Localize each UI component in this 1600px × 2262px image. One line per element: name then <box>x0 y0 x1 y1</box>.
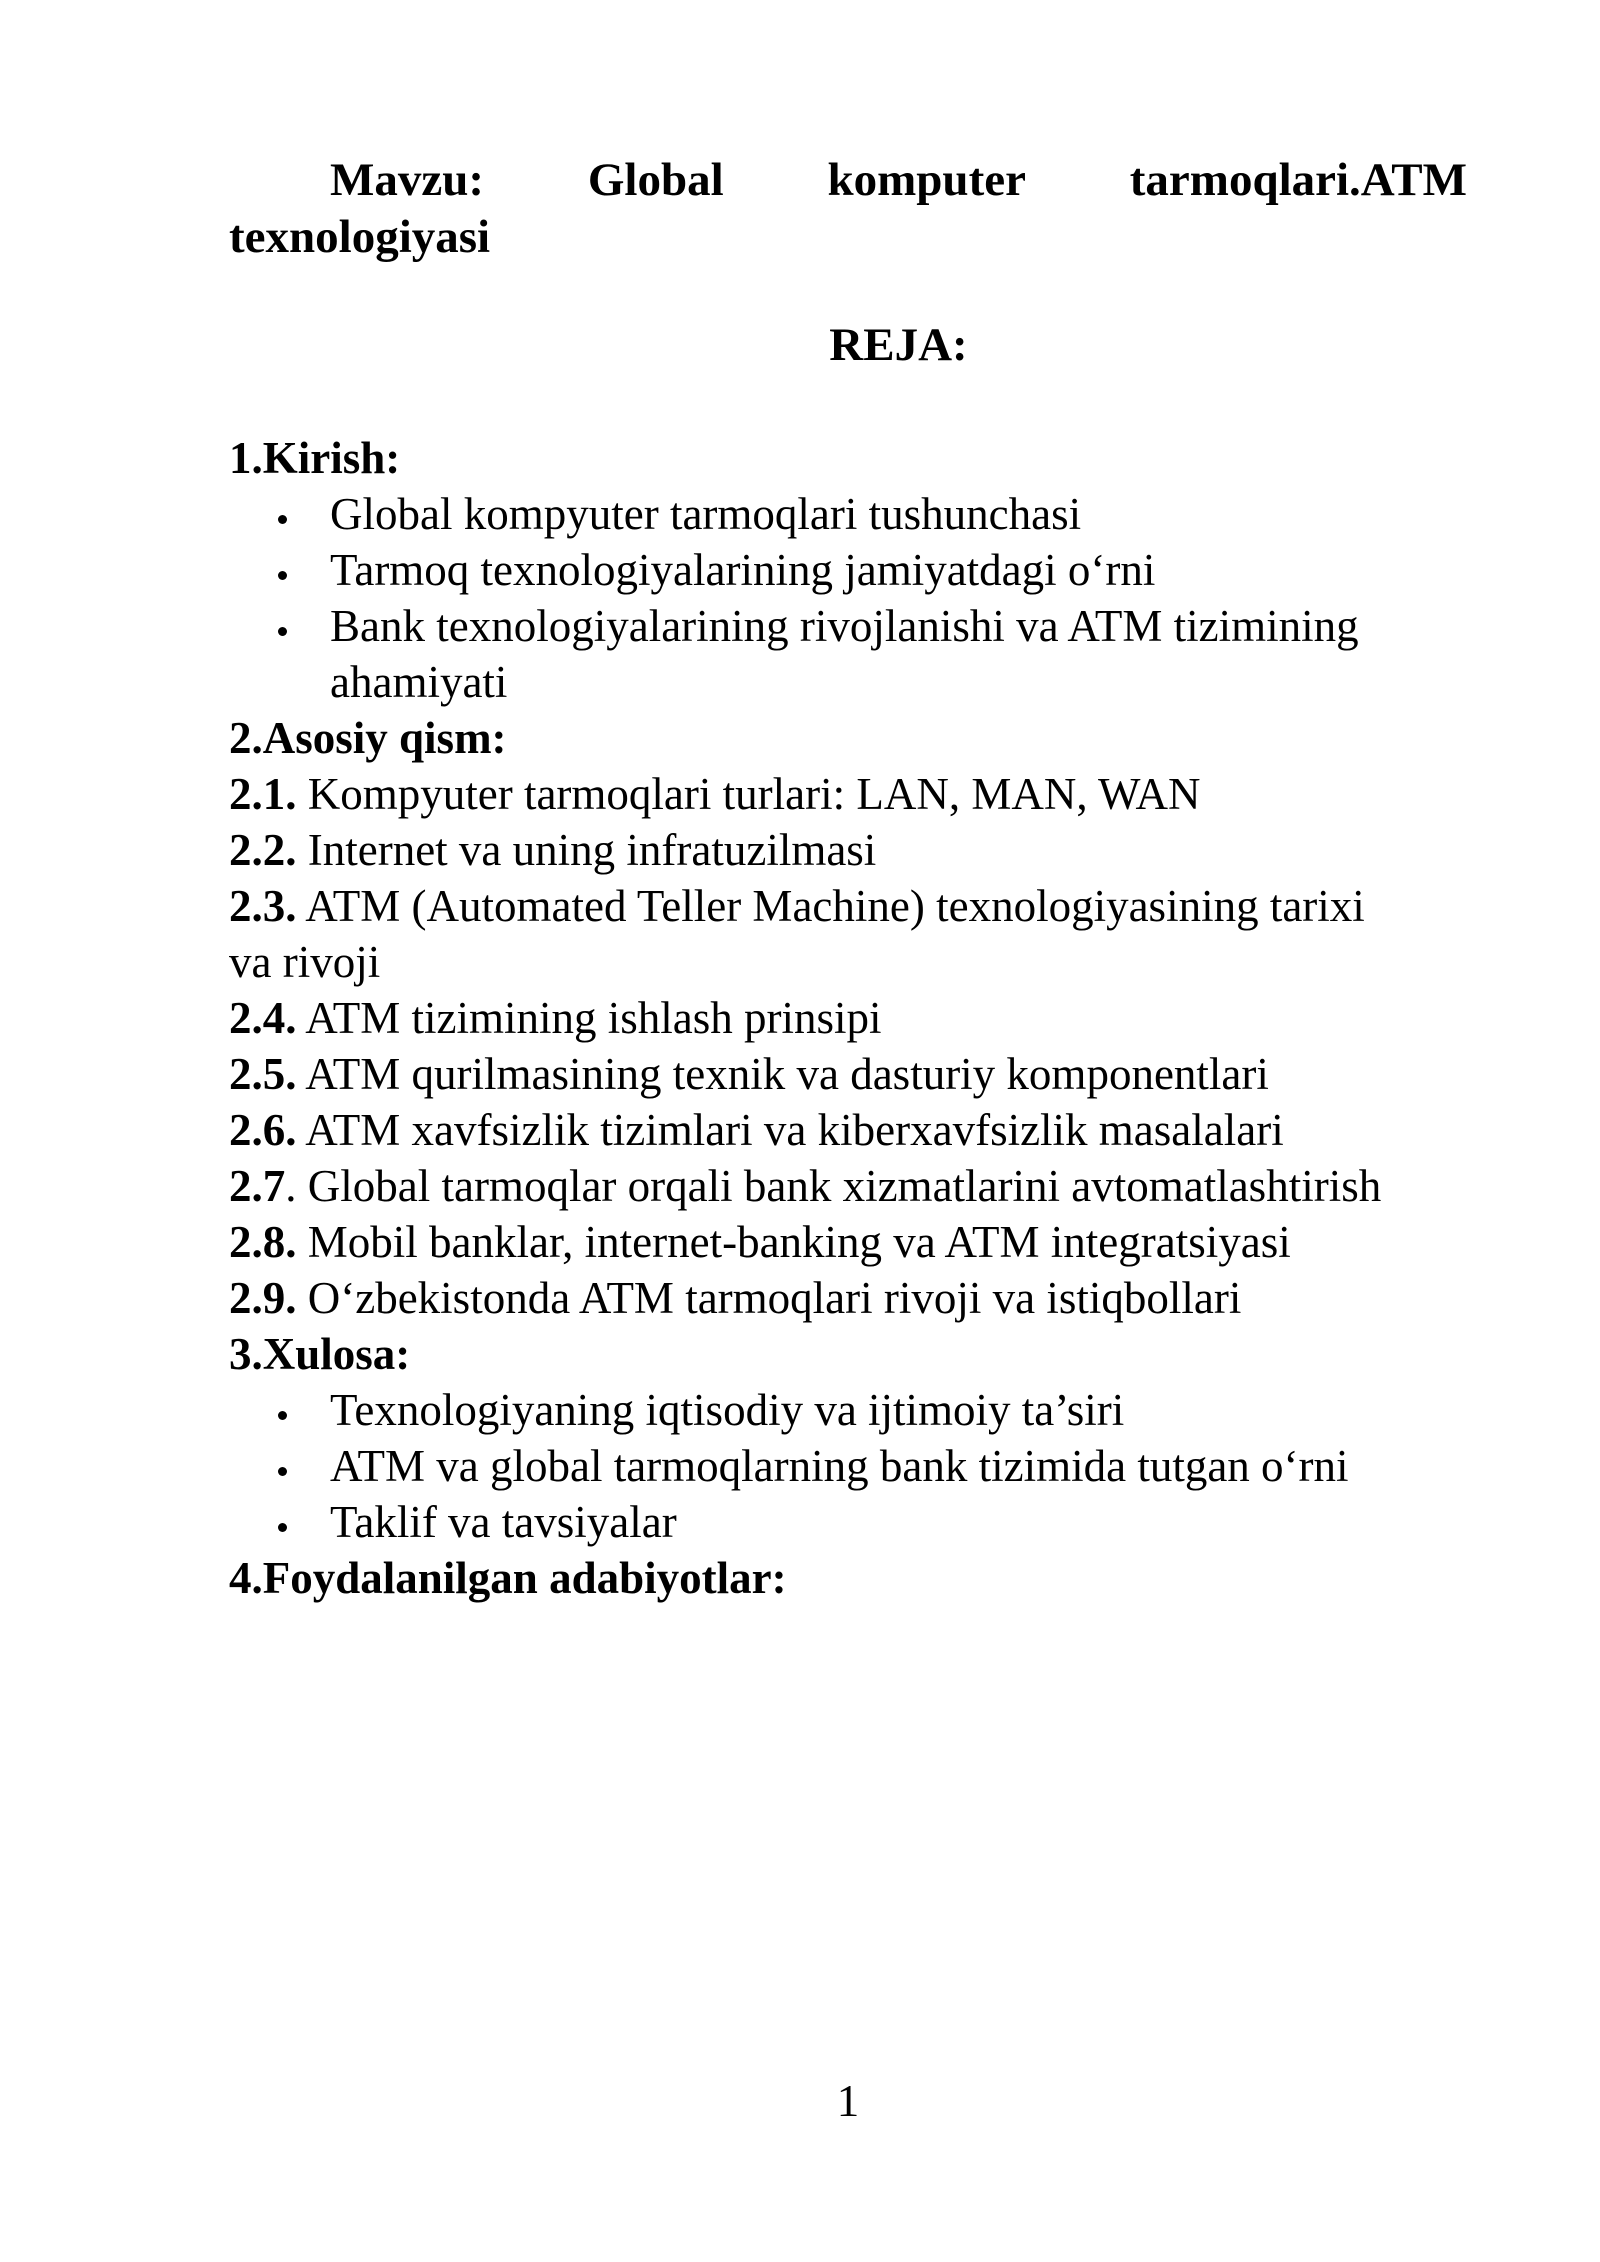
item-text-wrap: va rivoji <box>229 937 381 987</box>
item-number: 2.6. <box>229 1105 297 1155</box>
item-number: 2.2. <box>229 825 297 875</box>
bullet-icon <box>278 571 287 580</box>
item-text: . Global tarmoqlar orqali bank xizmatlarini avtomatlashtirish <box>285 1161 1382 1211</box>
page-number: 1 <box>836 2076 860 2126</box>
item-text: Mobil banklar, internet-banking va ATM integratsiyasi <box>296 1217 1291 1267</box>
title-word: komputer <box>827 154 1026 206</box>
list-item-line: Bank texnologiyalarining rivojlanishi va ATM tizimining <box>330 601 1359 651</box>
numbered-item <box>229 822 1467 878</box>
numbered-item <box>229 766 1467 822</box>
item-text: ATM qurilmasining texnik va dasturiy komponentlari <box>296 1049 1269 1099</box>
list-item <box>229 486 1467 542</box>
list-item-line: ahamiyati <box>330 657 508 707</box>
item-text: O‘zbekistonda ATM tarmoqlari rivoji va istiqbollari <box>296 1273 1242 1323</box>
item-text: ATM xavfsizlik tizimlari va kiberxavfsizlik masalalari <box>296 1105 1284 1155</box>
list-item-text: Global kompyuter tarmoqlari tushunchasi <box>330 489 1082 539</box>
bullet-icon <box>278 515 287 524</box>
item-number: 2.9. <box>229 1273 297 1323</box>
title-word: Mavzu: <box>330 154 485 206</box>
outline <box>229 430 1467 1606</box>
list-item <box>229 1494 1467 1550</box>
bullet-icon <box>278 1411 287 1420</box>
numbered-item <box>229 1158 1467 1214</box>
section-heading-xulosa: 3.Xulosa: <box>229 1329 411 1379</box>
numbered-item <box>229 1214 1467 1270</box>
list-item-text: ATM va global tarmoqlarning bank tizimida tutgan o‘rni <box>330 1441 1349 1491</box>
section-heading-kirish: 1.Kirish: <box>229 433 401 483</box>
list-item-text: Texnologiyaning iqtisodiy va ijtimoiy ta’siri <box>330 1385 1125 1435</box>
item-text: Kompyuter tarmoqlari turlari: LAN, MAN, WAN <box>296 769 1201 819</box>
list-item <box>229 1382 1467 1438</box>
item-text: Internet va uning infratuzilmasi <box>296 825 877 875</box>
bullet-icon <box>278 1467 287 1476</box>
numbered-item <box>229 990 1467 1046</box>
list-item <box>229 1438 1467 1494</box>
numbered-item <box>229 1102 1467 1158</box>
numbered-item <box>229 1046 1467 1102</box>
bullet-icon <box>278 1523 287 1532</box>
document-title <box>229 152 1467 266</box>
list-item-text: Tarmoq texnologiyalarining jamiyatdagi o‘rni <box>330 545 1156 595</box>
item-number: 2.3. <box>229 881 297 931</box>
numbered-item <box>229 1270 1467 1326</box>
item-number: 2.4. <box>229 993 297 1043</box>
title-line-2: texnologiyasi <box>229 211 491 263</box>
title-line-1 <box>229 152 1467 209</box>
title-word: Global <box>587 154 724 206</box>
list-item <box>229 542 1467 598</box>
item-text: ATM (Automated Teller Machine) texnologiyasining tarixi <box>296 881 1365 931</box>
item-number: 2.8. <box>229 1217 297 1267</box>
section-heading-asosiy: 2.Asosiy qism: <box>229 713 507 763</box>
item-text: ATM tizimining ishlash prinsipi <box>296 993 882 1043</box>
item-number: 2.5. <box>229 1049 297 1099</box>
title-word: tarmoqlari.ATM <box>1129 154 1467 206</box>
item-number: 2.7 <box>229 1161 286 1211</box>
list-item-text: Taklif va tavsiyalar <box>330 1497 677 1547</box>
numbered-item <box>229 878 1467 990</box>
bullet-icon <box>278 627 287 636</box>
item-number: 2.1. <box>229 769 297 819</box>
list-item <box>229 598 1467 710</box>
section-heading-adabiyotlar: 4.Foydalanilgan adabiyotlar: <box>229 1553 787 1603</box>
plan-heading: REJA: <box>829 319 968 371</box>
list-item-text <box>330 598 1359 710</box>
